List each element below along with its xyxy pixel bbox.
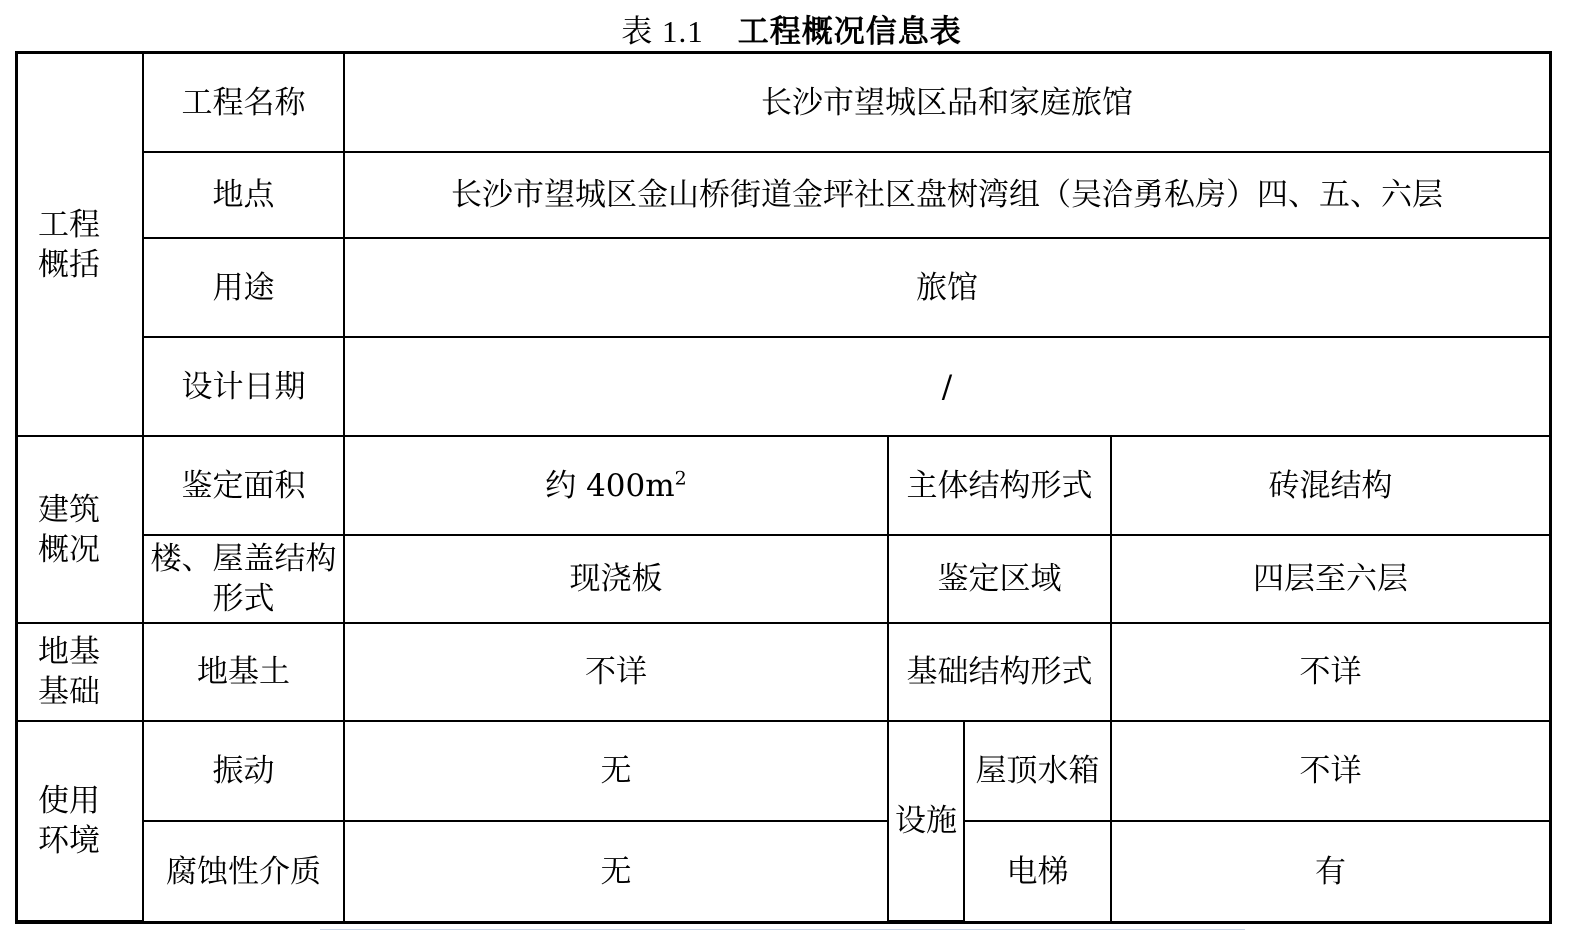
corrosive-medium-value: 无 (344, 821, 888, 921)
section-environment-label: 使用环境 (18, 721, 143, 921)
table-number: 表 1.1 (621, 14, 704, 49)
area-value (344, 436, 888, 535)
soil-value: 不详 (344, 623, 888, 721)
foundation-structure-label: 基础结构形式 (888, 623, 1111, 721)
elevator-label: 电梯 (964, 821, 1111, 921)
usage-label: 用途 (143, 238, 344, 337)
project-name-label: 工程名称 (143, 54, 344, 152)
soil-label: 地基土 (143, 623, 344, 721)
table-row (18, 152, 1549, 238)
design-date-label: 设计日期 (143, 337, 344, 436)
table-row (18, 436, 1549, 535)
design-date-value: / (344, 337, 1549, 436)
table-row (18, 721, 1549, 821)
table-row (18, 337, 1549, 436)
table-title: 工程概况信息表 (737, 14, 962, 50)
table-row (18, 623, 1549, 721)
table-row (18, 821, 1549, 921)
corrosive-medium-label: 腐蚀性介质 (143, 821, 344, 921)
vibration-value: 无 (344, 721, 888, 821)
area-value-superscript: 2 (674, 467, 687, 490)
location-label: 地点 (143, 152, 344, 238)
foundation-structure-value: 不详 (1111, 623, 1549, 721)
area-value-text: 约 400m (545, 467, 675, 504)
floor-roof-structure-value: 现浇板 (344, 535, 888, 623)
water-tank-label: 屋顶水箱 (964, 721, 1111, 821)
table-row (18, 54, 1549, 152)
area-label: 鉴定面积 (143, 436, 344, 535)
appraisal-area-label: 鉴定区域 (888, 535, 1111, 623)
section-overview-label: 工程概括 (18, 54, 143, 436)
project-info-table (15, 51, 1552, 924)
project-name-value: 长沙市望城区品和家庭旅馆 (344, 54, 1549, 152)
elevator-value: 有 (1111, 821, 1549, 921)
usage-value: 旅馆 (344, 238, 1549, 337)
water-tank-value: 不详 (1111, 721, 1549, 821)
facilities-label: 设施 (888, 721, 964, 921)
section-foundation-label: 地基基础 (18, 623, 143, 721)
table-row (18, 238, 1549, 337)
location-value: 长沙市望城区金山桥街道金坪社区盘树湾组（吴洽勇私房）四、五、六层 (344, 152, 1549, 238)
floor-roof-structure-label: 楼、屋盖结构形式 (143, 535, 344, 623)
main-structure-value: 砖混结构 (1111, 436, 1549, 535)
table-row (18, 535, 1549, 623)
appraisal-area-value: 四层至六层 (1111, 535, 1549, 623)
section-building-label: 建筑概况 (18, 436, 143, 623)
page-edge-divider (320, 929, 1245, 930)
main-structure-label: 主体结构形式 (888, 436, 1111, 535)
vibration-label: 振动 (143, 721, 344, 821)
table-caption (0, 6, 1583, 51)
